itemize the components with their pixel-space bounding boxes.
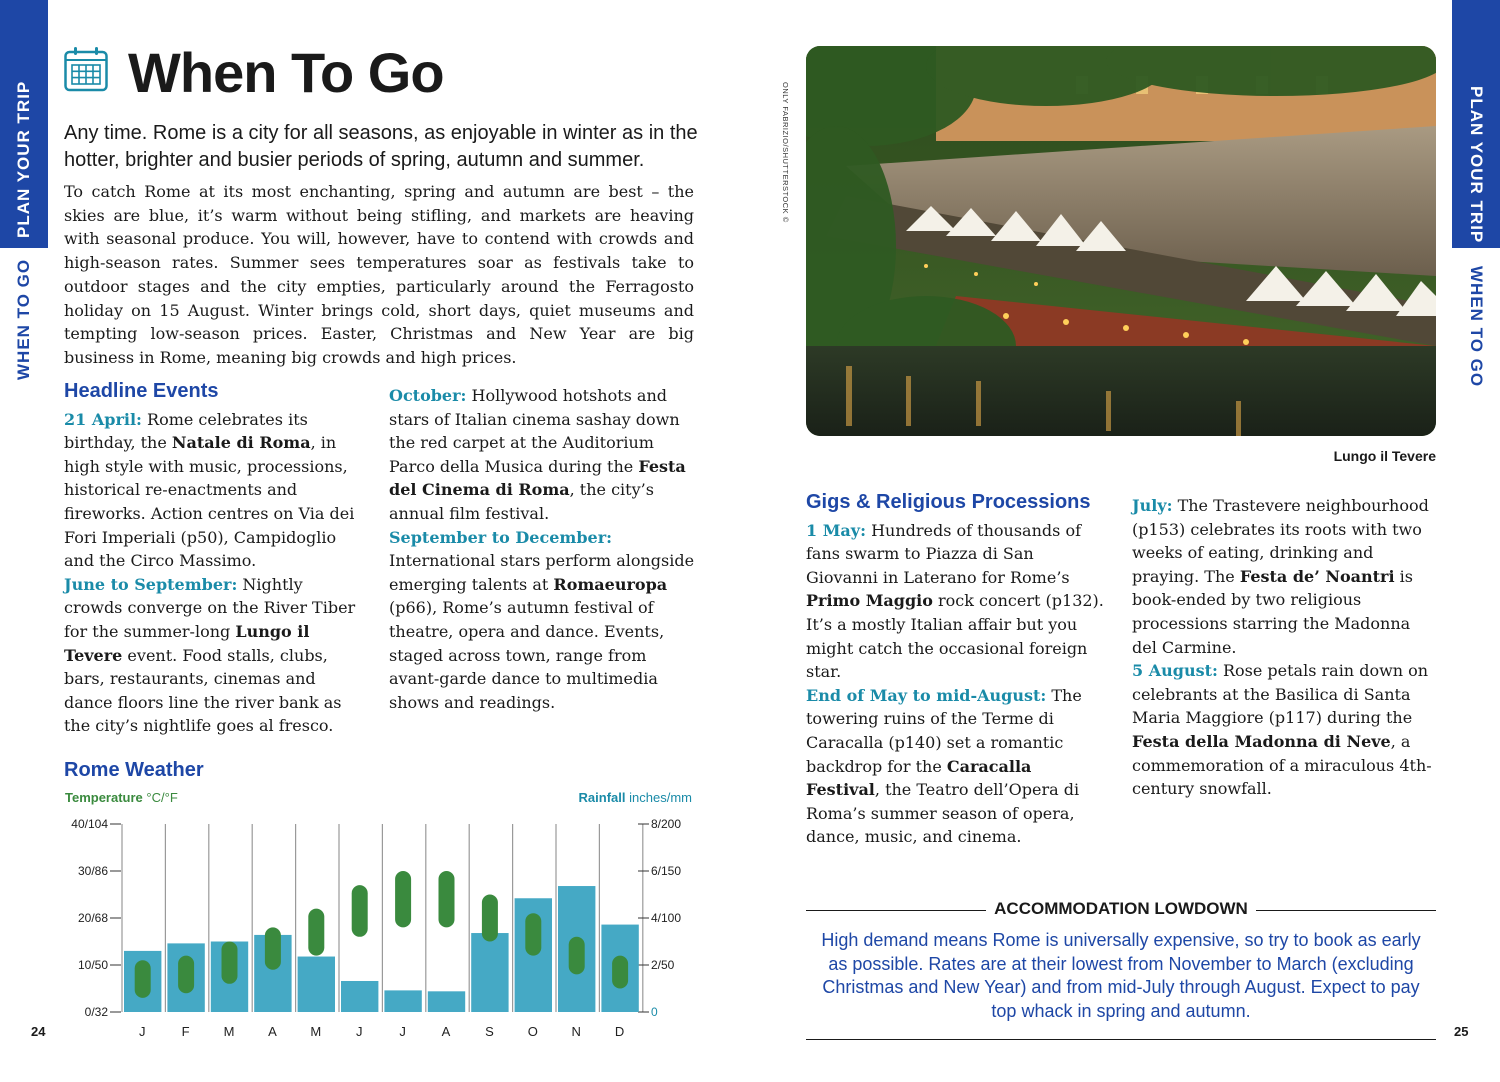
event-september-text-2: (p66), Rome’s autumn festival of theatre, opera and dance. Events, staged across town, range from avant-garde dance to multimedia shows and readings. — [389, 598, 665, 712]
month-label: F — [181, 1024, 191, 1039]
headline-events-heading: Headline Events — [64, 380, 219, 402]
rainfall-bar — [428, 991, 465, 1012]
event-april — [64, 408, 364, 573]
accommodation-bottom-rule — [806, 1039, 1436, 1040]
month-label: D — [614, 1024, 626, 1039]
event-may — [806, 519, 1106, 684]
accommodation-heading-text: ACCOMMODATION LOWDOWN — [986, 899, 1256, 918]
event-october-name: Festa del Cinema di Roma — [389, 456, 686, 500]
photo-caption: Lungo il Tevere — [1333, 448, 1436, 464]
event-october-label: October: — [389, 386, 467, 405]
event-june — [64, 573, 364, 738]
rainfall-bar — [384, 990, 421, 1012]
lead-paragraph: Any time. Rome is a city for all seasons, as enjoyable in winter as in the hotter, brighter and busier periods of spring, autumn and summer. — [64, 122, 698, 171]
event-october — [389, 384, 699, 526]
event-april-text: Rome celebrates its birthday, the — [64, 409, 308, 453]
headline-events-col2 — [389, 384, 699, 714]
event-july — [1132, 494, 1438, 659]
event-august-text-2: , a commemoration of a miraculous 4th-century snowfall. — [1132, 731, 1432, 799]
right-axis-tick-label: 8/200 — [651, 817, 682, 831]
lungo-il-tevere-photo — [806, 46, 1436, 436]
gigs-col1 — [806, 491, 1106, 849]
event-endmay-text-2: , the Teatro dell’Opera di Roma’s summer season of opera, dance, music, and cinema. — [806, 780, 1080, 847]
photo-credit: ONLY FABRIZIO/SHUTTERSTOCK © — [781, 82, 790, 223]
rainfall-bar — [341, 981, 378, 1012]
rainfall-label: Rainfall — [578, 790, 626, 805]
event-august-name: Festa della Madonna di Neve — [1132, 731, 1391, 751]
event-may-text: Hundreds of thousands of fans swarm to Piazza di San Giovanni in Laterano for Rome’s — [806, 520, 1081, 587]
gigs-heading: Gigs & Religious Processions — [806, 491, 1091, 513]
left-axis-tick-label: 0/32 — [84, 1005, 108, 1019]
weather-chart-svg — [58, 786, 708, 1046]
temperature-range-bar — [178, 956, 194, 994]
event-august-text: Rose petals rain down on celebrants at the Basilica di Santa Maria Maggiore (p117) during the — [1132, 661, 1429, 728]
month-label: S — [485, 1024, 495, 1039]
weather-chart — [58, 786, 708, 1046]
chapter-tab-label-left: WHEN TO GO — [14, 258, 33, 380]
gigs-col2 — [1132, 494, 1438, 801]
event-june-name: Lungo il Tevere — [64, 621, 310, 665]
event-june-label: June to September: — [64, 574, 238, 594]
event-july-text: The Trastevere neighbourhood (p153) celebrates its roots with two weeks of eating, drinking and praying. The — [1132, 496, 1429, 586]
rainfall-bar — [298, 957, 335, 1012]
temperature-range-bar — [352, 885, 368, 937]
event-september-name: Romaeuropa — [553, 574, 668, 594]
month-label: M — [223, 1024, 236, 1039]
event-may-text-2: rock concert (p132). It’s a mostly Italian affair but you might catch the occasional foreign star. — [806, 591, 1104, 682]
event-july-name: Festa de’ Noantri — [1239, 566, 1395, 586]
weather-heading: Rome Weather — [64, 759, 204, 781]
event-july-label: July: — [1132, 496, 1173, 515]
event-endmay — [806, 684, 1106, 849]
month-label: A — [268, 1024, 278, 1039]
event-september — [389, 526, 699, 715]
temperature-range-bar — [482, 895, 498, 942]
rainfall-unit: inches/mm — [629, 790, 692, 805]
event-august-label: 5 August: — [1132, 661, 1218, 681]
left-axis-tick-label: 10/50 — [77, 958, 108, 972]
event-endmay-text: The towering ruins of the Terme di Caracalla (p140) set a romantic backdrop for the — [806, 685, 1082, 776]
temperature-range-bar — [265, 927, 281, 969]
rainfall-bar — [471, 933, 508, 1012]
temperature-range-bar — [569, 937, 585, 975]
temperature-range-bar — [612, 956, 628, 989]
event-june-text-2: event. Food stalls, clubs, bars, restaurants, cinemas and dance floors line the river bank as the city’s nightlife goes al fresco. — [64, 645, 342, 736]
page-title: When To Go — [128, 41, 444, 104]
month-label: J — [355, 1024, 364, 1039]
temperature-range-bar — [395, 871, 411, 927]
month-label: J — [138, 1024, 147, 1039]
month-label: N — [571, 1024, 582, 1039]
chapter-tab-label-right: WHEN TO GO — [1467, 266, 1486, 388]
event-october-text: Hollywood hotshots and stars of Italian cinema sashay down the red carpet at the Auditorium Parco della Musica during the — [389, 386, 680, 476]
accommodation-heading — [806, 899, 1436, 919]
temperature-range-bar — [222, 942, 238, 984]
event-april-name: Natale di Roma — [171, 433, 311, 453]
page-number-right: 25 — [1454, 1024, 1469, 1039]
event-august — [1132, 659, 1438, 801]
event-april-label: 21 April: — [64, 409, 142, 429]
right-axis-tick-label: 0 — [651, 1005, 658, 1019]
headline-events-col1 — [64, 380, 364, 738]
event-may-name: Primo Maggio — [806, 591, 933, 611]
page-number-left: 24 — [31, 1024, 46, 1039]
left-axis-tick-label: 20/68 — [77, 911, 108, 925]
left-axis-tick-label: 40/104 — [71, 817, 108, 831]
temperature-range-bar — [439, 871, 455, 927]
right-axis-tick-label: 4/100 — [651, 911, 682, 925]
right-axis-tick-label: 6/150 — [651, 864, 682, 878]
event-endmay-name: Caracalla Festival — [806, 756, 1032, 800]
section-tab-label-left: PLAN YOUR TRIP — [14, 80, 33, 238]
event-june-text: Nightly crowds converge on the River Tiber for the summer-long — [64, 574, 356, 641]
event-october-text-2: , the city’s annual film festival. — [389, 480, 654, 523]
month-label: O — [527, 1024, 539, 1039]
intro-paragraph: To catch Rome at its most enchanting, spring and autumn are best – the skies are blue, it’s warm without being stifling, and markets are heaving with seasonal produce. You will, however, have to contend with crowds and high-season rates. Summer sees temperatures soar as festivals take to outdoor stages and the city empties, particularly around the Ferragosto holiday on 15 August. Winter brings cold, short days, quiet museums and tempting low-season prices. Easter, Christmas and New Year are big business in Rome, meaning big crowds and high prices. — [64, 182, 694, 367]
month-label: J — [399, 1024, 407, 1039]
section-tab-label-right: PLAN YOUR TRIP — [1467, 86, 1486, 244]
event-endmay-label: End of May to mid-August: — [806, 685, 1047, 705]
calendar-icon — [64, 46, 108, 92]
temperature-range-bar — [308, 909, 324, 956]
temperature-label: Temperature — [65, 790, 143, 805]
event-may-label: 1 May: — [806, 520, 866, 540]
event-july-text-2: is book-ended by two religious processions starring the Madonna del Carmine. — [1132, 566, 1413, 657]
event-september-label: September to December: — [389, 527, 613, 547]
temperature-range-bar — [525, 913, 541, 955]
event-april-text-2: , in high style with music, processions, historical re-enactments and fireworks. Action centres on Via dei Fori Imperiali (p50), Campidoglio and the Circo Massimo. — [64, 433, 355, 571]
left-axis-tick-label: 30/86 — [77, 864, 108, 878]
accommodation-text: High demand means Rome is universally expensive, so try to book as early as possible. Rates are at their lowest from November to March (excluding Christmas and New Year) and from mid-July through August. Expect to pay top whack in spring and autumn. — [821, 930, 1421, 1021]
month-label: A — [441, 1024, 452, 1039]
right-axis-tick-label: 2/50 — [651, 958, 675, 972]
event-september-text: International stars perform alongside emerging talents at — [389, 551, 695, 594]
month-label: M — [310, 1024, 323, 1039]
temperature-unit: °C/°F — [146, 790, 178, 805]
temperature-range-bar — [135, 960, 151, 998]
